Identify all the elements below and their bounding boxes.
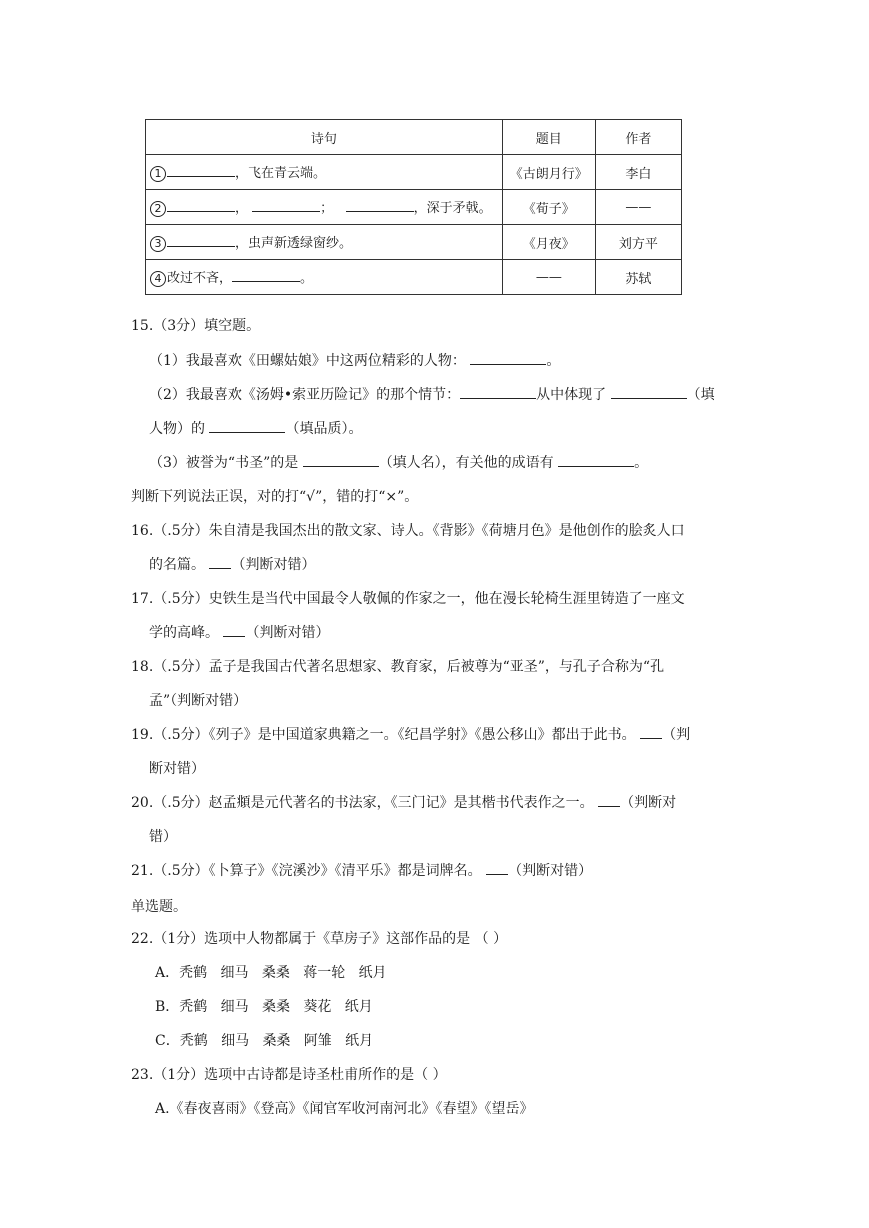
option-name: B．秃鹤 [155,999,208,1015]
answer-blank[interactable] [486,861,508,875]
q23-stem: 23.（1分）选项中古诗都是诗圣杜甫所作的是（ ） [131,1067,447,1083]
option-name: 细马 [220,999,249,1015]
answer-blank[interactable] [558,453,634,467]
q22-stem: 22.（1分）选项中人物都属于《草房子》这部作品的是 （ ） [131,931,508,947]
table-header-row [146,120,682,155]
q16-line2 [149,555,315,575]
separator: ； [320,201,334,217]
q19-hint: （判 [662,727,691,743]
header-verse: 诗句 [146,120,503,155]
q17-hint: （判断对错） [245,625,330,641]
separator: ， [235,201,249,217]
table-row [146,155,682,190]
q18-line2: 孟”（判断对错） [149,693,248,709]
author-cell: 苏轼 [595,260,681,295]
verse-text: ，深于矛戟。 [413,201,492,217]
answer-blank[interactable] [640,725,662,739]
q19-line2: 断对错） [149,761,205,777]
answer-blank[interactable] [209,555,231,569]
q22-option-b[interactable] [155,997,373,1017]
q21-text: 21.（.5分）《卜算子》《浣溪沙》《清平乐》都是词牌名。 [131,863,482,879]
q19-text: 19.（.5分）《列子》是中国道家典籍之一。《纪昌学射》《愚公移山》都出于此书。 [131,727,636,743]
option-name: 葵花 [303,999,332,1015]
title-cell: 《古朗月行》 [502,155,595,190]
q20-line2: 错） [149,829,177,845]
single-choice-section-title: 单选题。 [131,899,187,915]
q15-part2-mid: 从中体现了 [536,387,607,403]
row-number: 2 [150,201,166,217]
answer-blank[interactable] [346,198,414,212]
judge-section-title: 判断下列说法正误，对的打“√”，错的打“×”。 [131,489,419,505]
answer-blank[interactable] [611,385,687,399]
q17-line2 [149,623,329,643]
q16-text: 的名篇。 [149,557,205,573]
q15-part1 [149,351,560,371]
q15-part3-mid: （填人名），有关他的成语有 [378,455,554,471]
option-name: 细马 [221,1033,250,1049]
author-cell: 李白 [595,155,681,190]
q15-head: 15.（3分）填空题。 [131,318,261,334]
verse-cell [146,260,503,295]
verse-text: 改过不吝， [167,271,233,287]
header-author: 作者 [595,120,681,155]
answer-blank[interactable] [470,351,546,365]
answer-blank[interactable] [232,268,300,282]
q15-part2-hint: （填 [686,387,715,403]
q15-part1-text: （1）我最喜欢《田螺姑娘》中这两位精彩的人物： [149,353,466,369]
verse-text: 。 [300,271,314,287]
option-name: 纸月 [344,999,373,1015]
answer-blank[interactable] [167,163,235,177]
q15-part2 [149,385,715,405]
title-cell: —— [502,260,595,295]
option-name: C．秃鹤 [155,1033,208,1049]
option-name: A．秃鹤 [155,965,208,981]
q15-part3-end: 。 [634,455,649,471]
option-name: 阿雏 [303,1033,332,1049]
q15-part1-end: 。 [546,353,561,369]
verse-cell [146,225,503,260]
verse-text: ，虫声新透绿窗纱。 [235,236,353,252]
table-row [146,260,682,295]
option-name: 桑桑 [261,965,290,981]
q21-hint: （判断对错） [508,863,593,879]
q15-part2-hint2: （填品质）。 [285,421,363,437]
verse-text: ，飞在青云端。 [235,166,327,182]
option-name: 纸月 [358,965,387,981]
row-number: 1 [150,166,166,182]
q17-text: 学的高峰。 [149,625,219,641]
option-name: 桑桑 [262,999,291,1015]
answer-blank[interactable] [223,623,245,637]
answer-blank[interactable] [460,385,536,399]
q15-part3 [149,453,648,473]
title-cell: 《月夜》 [502,225,595,260]
q15-part2-text: （2）我最喜欢《汤姆•索亚历险记》的那个情节： [149,387,461,403]
row-number: 3 [150,236,166,252]
q15-part3-text: （3）被誉为“书圣”的是 [149,455,299,471]
table-row [146,225,682,260]
table-row [146,190,682,225]
verse-cell [146,155,503,190]
answer-blank[interactable] [303,453,379,467]
answer-blank[interactable] [598,793,620,807]
q22-option-a[interactable] [155,963,387,983]
poem-table [145,119,682,295]
q21-line1 [131,861,592,881]
author-cell: 刘方平 [595,225,681,260]
answer-blank[interactable] [252,198,320,212]
header-title: 题目 [502,120,595,155]
q15-part2-text2: 人物）的 [149,421,205,437]
q20-text: 20.（.5分）赵孟頫是元代著名的书法家，《三门记》是其楷书代表作之一。 [131,795,594,811]
option-name: 纸月 [345,1033,374,1049]
q23-option-a[interactable]: A.《春夜喜雨》《登高》《闻官军收河南河北》《春望》《望岳》 [155,1101,534,1117]
answer-blank[interactable] [209,419,285,433]
q22-option-c[interactable] [155,1031,373,1051]
q20-line1 [131,793,676,813]
q17-line1: 17.（.5分）史铁生是当代中国最令人敬佩的作家之一，他在漫长轮椅生涯里铸造了一座文 [131,591,685,607]
answer-blank[interactable] [167,233,235,247]
option-name: 细马 [220,965,249,981]
title-cell: 《荀子》 [502,190,595,225]
option-name: 桑桑 [262,1033,291,1049]
answer-blank[interactable] [167,198,235,212]
q19-line1 [131,725,690,745]
q18-line1: 18.（.5分）孟子是我国古代著名思想家、教育家，后被尊为“亚圣”，与孔子合称为“孔 [131,659,665,675]
q16-hint: （判断对错） [231,557,316,573]
q15-part2-cont [149,419,362,439]
row-number: 4 [150,271,166,287]
q20-hint: （判断对 [620,795,677,811]
q16-line1: 16.（.5分）朱自清是我国杰出的散文家、诗人。《背影》《荷塘月色》是他创作的脍炙人口 [131,523,685,539]
option-name: 蒋一轮 [303,965,346,981]
verse-cell [146,190,503,225]
author-cell: —— [595,190,681,225]
